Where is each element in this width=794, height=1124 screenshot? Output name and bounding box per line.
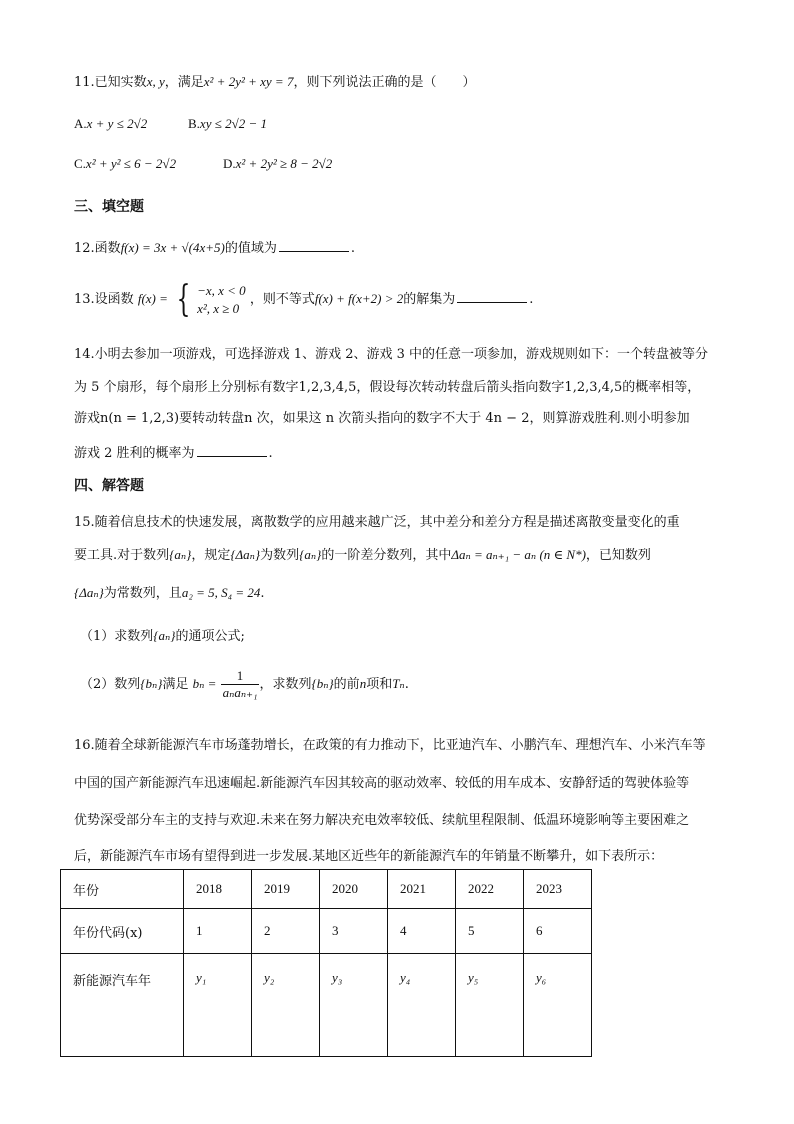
part-2-e: 项和 bbox=[366, 677, 393, 692]
q12 bbox=[74, 237, 355, 259]
q13-suffix: 的解集为 bbox=[403, 292, 456, 307]
table-cell: 2022 bbox=[456, 870, 524, 909]
piecewise-cases bbox=[197, 282, 246, 318]
q14-line-4 bbox=[74, 442, 273, 464]
bn-fraction bbox=[221, 668, 260, 701]
table-cell: 2020 bbox=[320, 870, 388, 909]
q14-line-3: 游戏n(n = 1,2,3)要转动转盘n 次，如果这 n 次箭头指向的数字不大于 4n − 2，则算游戏胜利.则小明参加 bbox=[74, 411, 690, 426]
seq-b: {bₙ} bbox=[311, 676, 334, 691]
section-4-title: 四、解答题 bbox=[74, 478, 144, 494]
q13 bbox=[74, 280, 533, 319]
case-1: −x, x < 0 bbox=[197, 282, 246, 298]
option-a-text: x + y ≤ 2√2 bbox=[86, 116, 148, 131]
q16-line-4: 后，新能源汽车市场有望得到进一步发展.某地区近些年的新能源汽车的年销量不断攀升，如下表所示： bbox=[74, 849, 664, 864]
q16-line-2: 中国的国产新能源汽车迅速崛起.新能源汽车因其较高的驱动效率、较低的用车成本、安静舒适的驾驶体验等 bbox=[74, 776, 690, 791]
option-d-text: x² + 2y² ≥ 8 − 2√2 bbox=[235, 156, 333, 171]
q11-vars: x, y bbox=[146, 74, 165, 89]
q15-line-2 bbox=[74, 545, 651, 566]
q12-end: . bbox=[350, 241, 356, 256]
q11-option-a bbox=[74, 117, 147, 132]
delta-definition: Δaₙ = aₙ₊₁ − aₙ (n ∈ N*) bbox=[451, 547, 586, 562]
q15-line-3b: . bbox=[260, 586, 265, 601]
q13-formula-lhs: f(x) = bbox=[137, 291, 168, 306]
q11-option-d bbox=[223, 154, 332, 175]
table-cell: y₁ bbox=[184, 954, 252, 1057]
seq-delta: {Δaₙ} bbox=[74, 585, 104, 600]
q11-stem-c: ，则下列说法正确的是（ ） bbox=[293, 75, 476, 90]
q15-line-2e: ，已知数列 bbox=[585, 548, 651, 563]
q15-part-2 bbox=[80, 666, 409, 703]
table-cell: 2023 bbox=[524, 870, 592, 909]
q12-prefix: 12.函数 bbox=[74, 241, 121, 256]
q11-option-b bbox=[188, 114, 267, 135]
q14-line-4-text: 游戏 2 胜利的概率为 bbox=[74, 446, 195, 461]
bn-lhs: bₙ = bbox=[192, 676, 217, 691]
table-cell: y₃ bbox=[320, 954, 388, 1057]
sales-table bbox=[60, 869, 592, 1057]
table-row bbox=[61, 909, 592, 954]
table-cell: 年份 bbox=[61, 870, 184, 909]
table-cell: y₄ bbox=[388, 954, 456, 1057]
q13-end: . bbox=[529, 292, 534, 307]
option-a-label: A. bbox=[74, 116, 87, 131]
part-1-a: 求数列 bbox=[114, 629, 154, 644]
q15-line-2a: 要工具.对于数列 bbox=[74, 548, 170, 563]
seq-a: {aₙ} bbox=[299, 547, 322, 562]
option-c-label: C. bbox=[74, 156, 86, 171]
table-cell: 5 bbox=[456, 909, 524, 954]
q16-line-1: 16.随着全球新能源汽车市场蓬勃增长，在政策的有力推动下，比亚迪汽车、小鹏汽车、理想汽车、小米汽车等 bbox=[74, 738, 706, 753]
table-cell: 2021 bbox=[388, 870, 456, 909]
q15-part-1 bbox=[80, 626, 245, 647]
q11-stem-a: 11.已知实数 bbox=[74, 75, 147, 90]
seq-a: {aₙ} bbox=[169, 547, 192, 562]
q11-option-c bbox=[74, 157, 176, 172]
q13-answer-blank[interactable] bbox=[457, 288, 527, 303]
q11-option-row-1 bbox=[74, 114, 268, 135]
part-2-f: . bbox=[404, 677, 409, 692]
piecewise-brace: { bbox=[176, 278, 191, 320]
part-2-c: ，求数列 bbox=[259, 677, 312, 692]
table-row bbox=[61, 954, 592, 1057]
table-cell: y₂ bbox=[252, 954, 320, 1057]
q11-equation: x² + 2y² + xy = 7 bbox=[203, 74, 294, 89]
table-cell: y₅ bbox=[456, 954, 524, 1057]
option-b-text: xy ≤ 2√2 − 1 bbox=[199, 116, 268, 131]
fraction-denominator: aₙaₙ₊₁ bbox=[222, 685, 258, 700]
q15-line-1: 15.随着信息技术的快速发展，离散数学的应用越来越广泛，其中差分和差分方程是描述离散变量变化的重 bbox=[74, 515, 680, 530]
q16-line-3: 优势深受部分车主的支持与欢迎.未来在努力解决充电效率较低、续航里程限制、低温环境影响等主要困难之 bbox=[74, 813, 690, 828]
tn: Tₙ bbox=[392, 676, 405, 691]
n-var: n bbox=[359, 676, 367, 691]
q12-suffix: 的值域为 bbox=[224, 241, 277, 256]
section-3-title: 三、填空题 bbox=[74, 199, 144, 215]
q15-conditions: a₂ = 5, S₄ = 24 bbox=[181, 585, 261, 600]
q12-formula: f(x) = 3x + √(4x+5) bbox=[120, 240, 225, 255]
q13-inequality: f(x) + f(x+2) > 2 bbox=[314, 291, 404, 306]
q12-answer-blank[interactable] bbox=[279, 237, 349, 252]
part-2-b: 满足 bbox=[162, 677, 189, 692]
part-2-d: 的前 bbox=[333, 677, 360, 692]
table-cell: 新能源汽车年 bbox=[61, 954, 184, 1057]
q11-stem bbox=[74, 72, 475, 93]
table-cell: 2019 bbox=[252, 870, 320, 909]
q14-line-2: 为 5 个扇形，每个扇形上分别标有数字1,2,3,4,5，假设每次转动转盘后箭头指向数字1,2,3,4,5的概率相等， bbox=[74, 380, 701, 395]
table-cell: 3 bbox=[320, 909, 388, 954]
q14-line-1: 14.小明去参加一项游戏，可选择游戏 1、游戏 2、游戏 3 中的任意一项参加，游戏规则如下：一个转盘被等分 bbox=[74, 347, 709, 362]
table-cell: 年份代码(x) bbox=[61, 909, 184, 954]
part-1-b: 的通项公式; bbox=[175, 629, 245, 644]
seq-b: {bₙ} bbox=[140, 676, 163, 691]
q15-line-2d: 的一阶差分数列，其中 bbox=[321, 548, 452, 563]
table-cell: 2 bbox=[252, 909, 320, 954]
part-1-label: （1） bbox=[80, 629, 115, 644]
table-cell: y₆ bbox=[524, 954, 592, 1057]
table-cell: 1 bbox=[184, 909, 252, 954]
table-cell: 4 bbox=[388, 909, 456, 954]
q15-line-3 bbox=[74, 583, 265, 604]
case-2: x², x ≥ 0 bbox=[197, 300, 240, 316]
fraction-numerator: 1 bbox=[221, 668, 260, 685]
q15-line-2b: ，规定 bbox=[191, 548, 231, 563]
table-cell: 2018 bbox=[184, 870, 252, 909]
part-2-label: （2） bbox=[80, 677, 115, 692]
seq-a: {aₙ} bbox=[153, 628, 176, 643]
q13-middle: ，则不等式 bbox=[249, 292, 315, 307]
q11-stem-b: ，满足 bbox=[164, 75, 204, 90]
q15-line-3a: 为常数列，且 bbox=[103, 586, 182, 601]
option-b-label: B. bbox=[188, 116, 200, 131]
option-d-label: D. bbox=[223, 156, 236, 171]
q15-line-2c: 为数列 bbox=[260, 548, 300, 563]
table-row bbox=[61, 870, 592, 909]
table-cell: 6 bbox=[524, 909, 592, 954]
part-2-a: 数列 bbox=[114, 677, 141, 692]
q11-option-row-2 bbox=[74, 154, 333, 175]
seq-delta: {Δaₙ} bbox=[230, 547, 261, 562]
option-c-text: x² + y² ≤ 6 − 2√2 bbox=[85, 156, 177, 171]
q14-answer-blank[interactable] bbox=[197, 442, 267, 457]
q13-prefix: 13.设函数 bbox=[74, 292, 134, 307]
q14-end: . bbox=[268, 446, 273, 461]
